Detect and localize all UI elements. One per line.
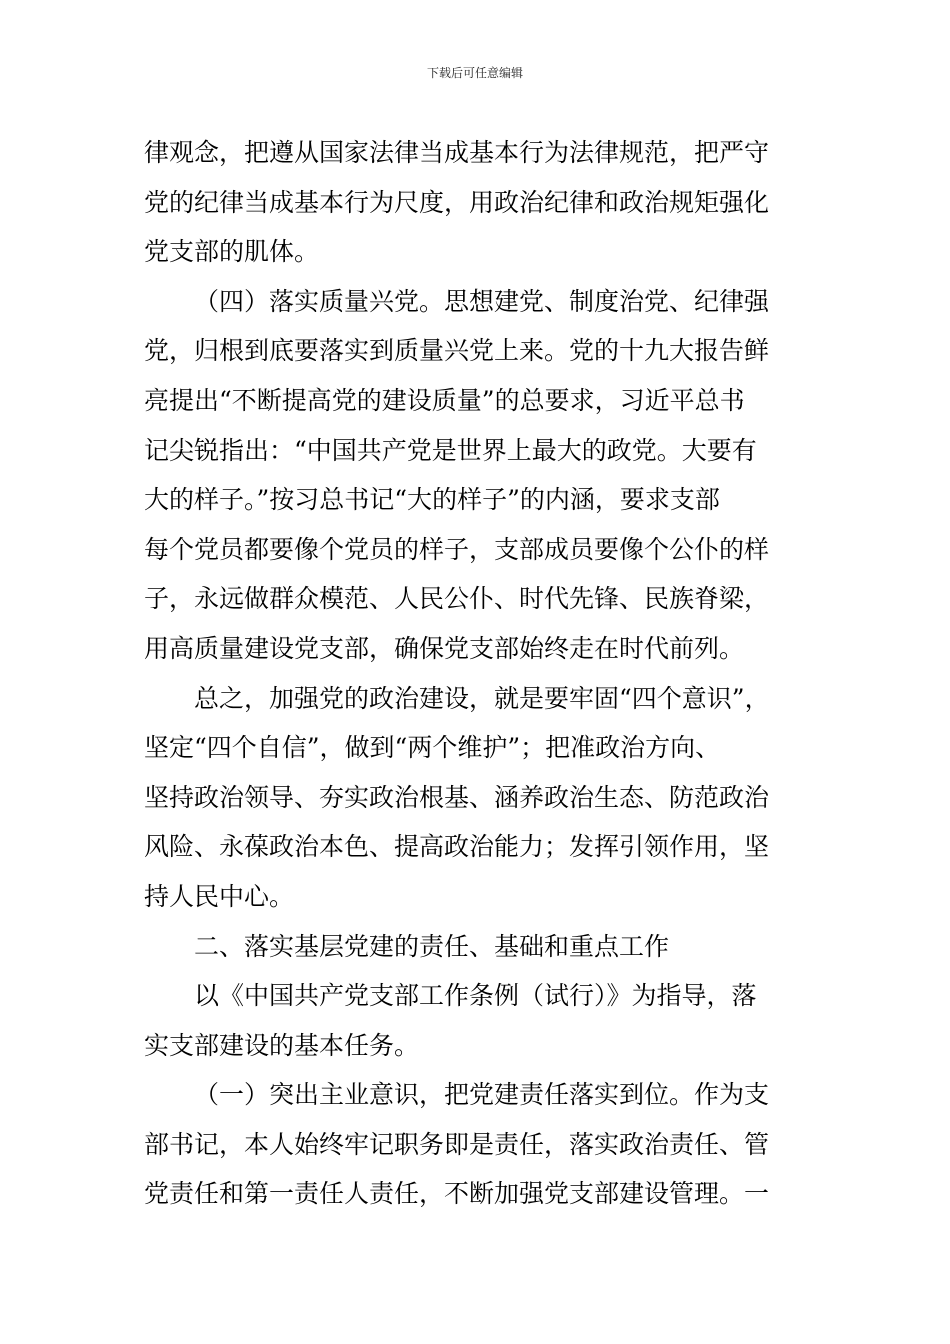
text-line: 党的纪律当成基本行为尺度，用政治纪律和政治规矩强化	[144, 187, 770, 217]
text-line: 律观念，把遵从国家法律当成基本行为法律规范，把严守	[144, 138, 770, 167]
paragraph-guidance	[144, 971, 809, 1070]
paragraph-quality	[144, 277, 809, 674]
paragraph-responsibility	[144, 1070, 809, 1219]
text-line: （四）落实质量兴党。思想建党、制度治党、纪律强	[194, 286, 770, 316]
text-line: 党支部的肌体。	[144, 237, 320, 267]
text-line: 实支部建设的基本任务。	[144, 1030, 420, 1060]
text-line: 坚持政治领导、夯实政治根基、涵养政治生态、防范政治	[144, 782, 770, 812]
text-line: （一）突出主业意识，把党建责任落实到位。作为支	[194, 1080, 770, 1110]
text-line: 持人民中心。	[144, 881, 295, 911]
section-heading	[144, 922, 809, 972]
text-line: 记尖锐指出：“中国共产党是世界上最大的政党。大要有	[144, 435, 757, 465]
text-line: 风险、永葆政治本色、提高政治能力；发挥引领作用，坚	[144, 832, 770, 862]
text-line: 以《中国共产党支部工作条例（试行）》为指导，落	[194, 981, 757, 1011]
text-line: 亮提出“不断提高党的建设质量”的总要求，习近平总书	[144, 385, 745, 415]
text-line: 子，永远做群众模范、人民公仆、时代先锋、民族脊梁，	[144, 584, 770, 614]
text-line: 用高质量建设党支部，确保党支部始终走在时代前列。	[144, 633, 745, 663]
text-line: 坚定“四个自信”，做到“两个维护”；把准政治方向、	[144, 733, 721, 763]
text-line: 党，归根到底要落实到质量兴党上来。党的十九大报告鲜	[144, 336, 770, 366]
text-line: 党责任和第一责任人责任，不断加强党支部建设管理。一	[144, 1179, 770, 1209]
document-body	[144, 128, 809, 1219]
text-line: 大的样子。”按习总书记“大的样子”的内涵，要求支部	[144, 485, 720, 515]
text-line: 总之，加强党的政治建设，就是要牢固“四个意识”，	[194, 683, 770, 713]
text-line: 部书记，本人始终牢记职务即是责任，落实政治责任、管	[144, 1129, 770, 1159]
page-header: 下载后可任意编辑	[426, 66, 523, 80]
paragraph-summary	[144, 674, 809, 922]
section-title: 二、落实基层党建的责任、基础和重点工作	[194, 931, 670, 961]
paragraph-discipline-continued	[144, 128, 809, 277]
text-line: 每个党员都要像个党员的样子，支部成员要像个公仆的样	[144, 534, 770, 564]
